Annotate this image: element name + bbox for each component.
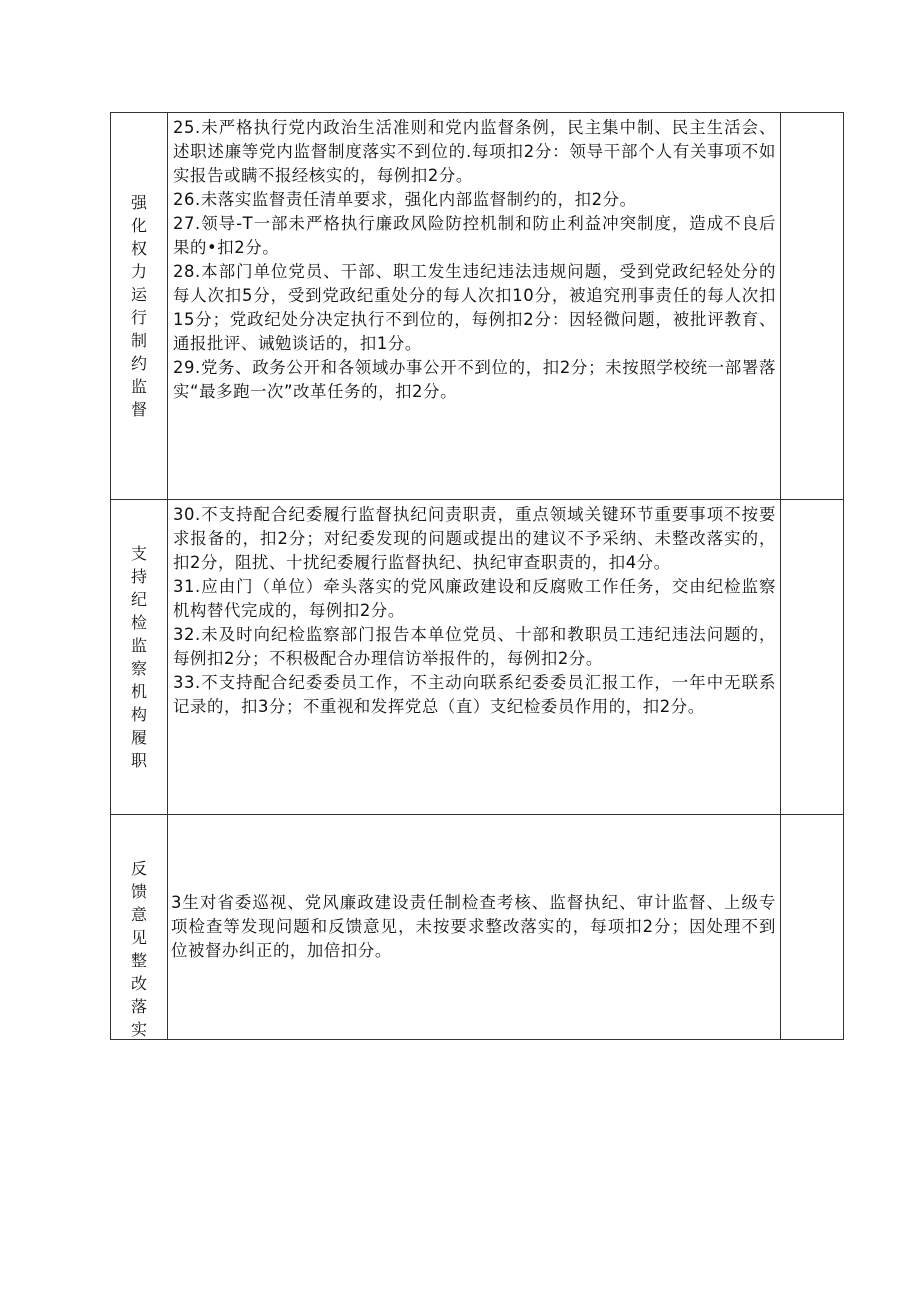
category-label: 反馈意见整改落实 xyxy=(130,859,147,1039)
score-cell[interactable] xyxy=(781,815,844,1040)
content-cell xyxy=(168,500,781,815)
category-cell xyxy=(111,815,168,1040)
item-text: 29.党务、政务公开和各领域办事公开不到位的，扣2分；未按照学校统一部署落实“最多跑一次”改革任务的，扣2分。 xyxy=(173,358,776,401)
category-label: 强化权力运行制约监督 xyxy=(130,193,147,419)
item-text: 32.未及时向纪检监察部门报告本单位党员、十部和教职员工违纪违法问题的，每例扣2分；不积极配合办理信访举报件的，每例扣2分。 xyxy=(173,625,776,668)
content-cell xyxy=(168,815,781,1040)
category-cell xyxy=(111,113,168,500)
item-text: 28.本部门单位党员、干部、职工发生违纪违法违规问题，受到党政纪轻处分的每人次扣5分，受到党政纪重处分的每人次扣10分，被追究刑事责任的每人次扣15分；党政纪处分决定执行不到位的，每例扣2分：因轻微问题，被批评教育、通报批评、诫勉谈话的，扣1分。 xyxy=(173,262,776,353)
assessment-table xyxy=(110,112,844,1040)
category-label: 支持纪检监察机构履职 xyxy=(130,544,147,770)
score-cell[interactable] xyxy=(781,113,844,500)
item-text: 30.不支持配合纪委履行监督执纪问责职责，重点领域关键环节重要事项不按要求报备的，扣2分；对纪委发现的问题或提出的建议不予采纳、未整改落实的，扣2分，阻扰、十扰纪委履行监督执纪、执纪审查职责的，扣4分。 xyxy=(173,505,776,572)
item-text: 3生对省委巡视、党风廉政建设责任制检查考核、监督执纪、审计监督、上级专项检查等发现问题和反馈意见，未按要求整改落实的，每项扣2分；因处理不到位被督办纠正的，加倍扣分。 xyxy=(171,893,776,960)
item-text: 26.未落实监督责任清单要求，强化内部监督制约的，扣2分。 xyxy=(173,190,637,209)
item-text: 27.领导-T一部未严格执行廉政风险防控机制和防止利益冲突制度，造成不良后果的•扣2分。 xyxy=(173,214,776,257)
item-text: 25.未严格执行党内政治生活准则和党内监督条例，民主集中制、民主生活会、述职述廉等党内监督制度落实不到位的.每项扣2分：领导干部个人有关事项不如实报告或瞒不报经核实的，每例扣2分。 xyxy=(173,118,776,185)
score-cell[interactable] xyxy=(781,500,844,815)
table-row xyxy=(111,815,844,1040)
content-cell xyxy=(168,113,781,500)
item-text: 31.应由门（单位）牵头落实的党风廉政建设和反腐败工作任务，交由纪检监察机构替代完成的，每例扣2分。 xyxy=(173,577,776,620)
table-row xyxy=(111,113,844,500)
item-text: 33.不支持配合纪委委员工作，不主动向联系纪委委员汇报工作，一年中无联系记录的，扣3分；不重视和发挥党总（直）支纪检委员作用的，扣2分。 xyxy=(173,673,776,716)
table-row xyxy=(111,500,844,815)
category-cell xyxy=(111,500,168,815)
